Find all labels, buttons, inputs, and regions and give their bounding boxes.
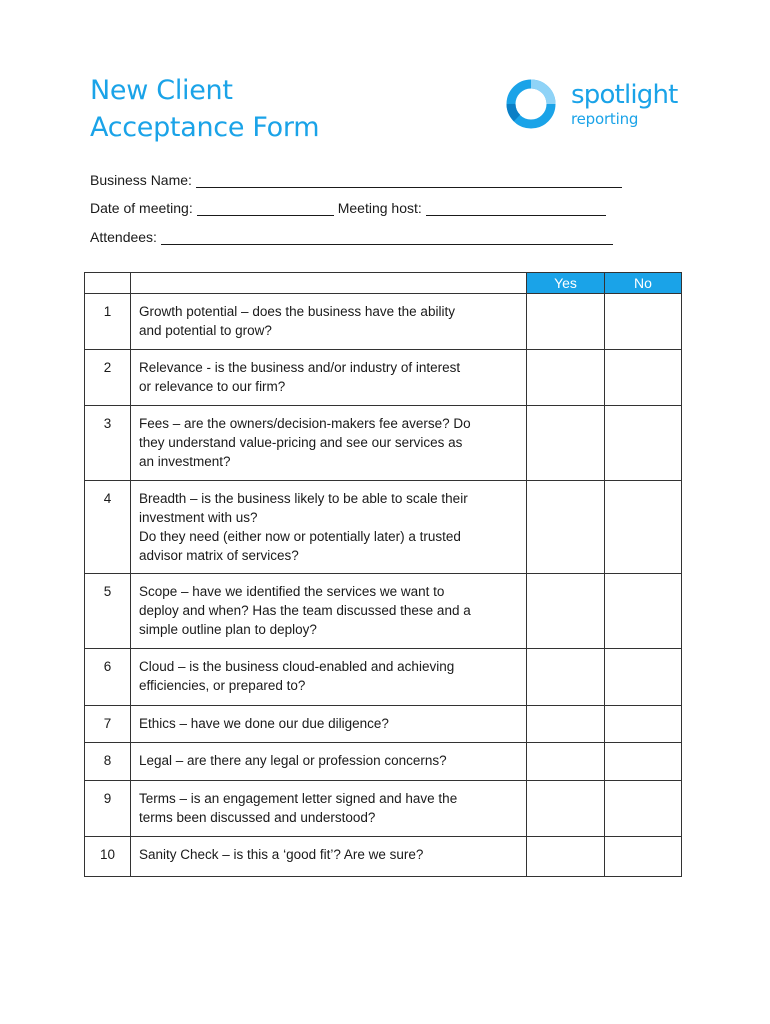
row-question — [131, 481, 527, 574]
date-of-meeting-label: Date of meeting: — [90, 200, 193, 216]
logo-wordmark-reporting: reporting — [571, 110, 639, 128]
table-row — [85, 743, 682, 781]
row-number: 2 — [85, 350, 131, 406]
row-number: 1 — [85, 294, 131, 350]
acceptance-checklist-table — [84, 272, 682, 877]
row-question — [131, 350, 527, 406]
row-number: 8 — [85, 743, 131, 781]
meeting-field-row — [90, 198, 606, 216]
row-question — [131, 574, 527, 649]
row-number: 7 — [85, 706, 131, 743]
table-row — [85, 294, 682, 350]
no-checkbox-cell[interactable] — [605, 406, 682, 481]
header-number-cell — [85, 273, 131, 294]
business-name-label: Business Name: — [90, 172, 192, 188]
yes-checkbox-cell[interactable] — [527, 706, 605, 743]
question-text: Breadth – is the business likely to be able to scale their investment with us? Do they need (either now or potentially later) a trusted advisor matrix of services? — [139, 491, 468, 563]
meeting-host-line[interactable] — [426, 201, 606, 216]
row-question — [131, 294, 527, 350]
attendees-field — [90, 227, 613, 245]
date-of-meeting-line[interactable] — [197, 201, 334, 216]
page-title — [90, 72, 319, 146]
page-title-line-1: New Client — [90, 75, 233, 106]
question-text: Scope – have we identified the services we want to deploy and when? Has the team discussed these and a simple outline plan to deploy? — [139, 584, 471, 637]
row-question — [131, 649, 527, 706]
row-number: 10 — [85, 837, 131, 877]
yes-checkbox-cell[interactable] — [527, 574, 605, 649]
table-row — [85, 837, 682, 877]
yes-checkbox-cell[interactable] — [527, 649, 605, 706]
header-question-cell — [131, 273, 527, 294]
attendees-line[interactable] — [161, 230, 613, 245]
row-number: 5 — [85, 574, 131, 649]
row-question — [131, 781, 527, 837]
spotlight-logo-icon — [503, 76, 559, 132]
table-row — [85, 649, 682, 706]
attendees-label: Attendees: — [90, 229, 157, 245]
question-text: Ethics – have we done our due diligence? — [139, 716, 389, 731]
spotlight-logo — [503, 76, 693, 136]
question-text: Fees – are the owners/decision-makers fee averse? Do they understand value-pricing and see our services as an investment? — [139, 416, 471, 469]
no-checkbox-cell[interactable] — [605, 781, 682, 837]
row-question — [131, 706, 527, 743]
row-number: 9 — [85, 781, 131, 837]
no-checkbox-cell[interactable] — [605, 481, 682, 574]
yes-checkbox-cell[interactable] — [527, 481, 605, 574]
question-text: Terms – is an engagement letter signed and have the terms been discussed and understood? — [139, 791, 458, 825]
no-checkbox-cell[interactable] — [605, 350, 682, 406]
no-checkbox-cell[interactable] — [605, 706, 682, 743]
row-number: 4 — [85, 481, 131, 574]
table-row — [85, 481, 682, 574]
no-checkbox-cell[interactable] — [605, 294, 682, 350]
yes-checkbox-cell[interactable] — [527, 294, 605, 350]
question-text: Relevance - is the business and/or industry of interest or relevance to our firm? — [139, 360, 461, 394]
no-checkbox-cell[interactable] — [605, 574, 682, 649]
yes-checkbox-cell[interactable] — [527, 781, 605, 837]
logo-wordmark-spotlight: spotlight — [571, 80, 678, 110]
question-text: Legal – are there any legal or profession concerns? — [139, 753, 447, 768]
table-row — [85, 406, 682, 481]
row-number: 3 — [85, 406, 131, 481]
no-checkbox-cell[interactable] — [605, 743, 682, 781]
no-checkbox-cell[interactable] — [605, 837, 682, 877]
no-checkbox-cell[interactable] — [605, 649, 682, 706]
table-header-row — [85, 273, 682, 294]
table-row — [85, 574, 682, 649]
question-text: Sanity Check – is this a ‘good fit’? Are we sure? — [139, 847, 424, 862]
header-no: No — [605, 273, 682, 294]
yes-checkbox-cell[interactable] — [527, 350, 605, 406]
row-question — [131, 406, 527, 481]
row-question — [131, 743, 527, 781]
row-question — [131, 837, 527, 877]
question-text: Cloud – is the business cloud-enabled and achieving efficiencies, or prepared to? — [139, 659, 455, 693]
question-text: Growth potential – does the business have the ability and potential to grow? — [139, 304, 455, 338]
row-number: 6 — [85, 649, 131, 706]
table-row — [85, 350, 682, 406]
table-row — [85, 706, 682, 743]
business-name-field — [90, 170, 622, 188]
yes-checkbox-cell[interactable] — [527, 837, 605, 877]
business-name-line[interactable] — [196, 173, 622, 188]
meeting-host-label: Meeting host: — [337, 200, 422, 216]
header-yes: Yes — [527, 273, 605, 294]
yes-checkbox-cell[interactable] — [527, 743, 605, 781]
yes-checkbox-cell[interactable] — [527, 406, 605, 481]
page-title-line-2: Acceptance Form — [90, 112, 320, 143]
table-row — [85, 781, 682, 837]
